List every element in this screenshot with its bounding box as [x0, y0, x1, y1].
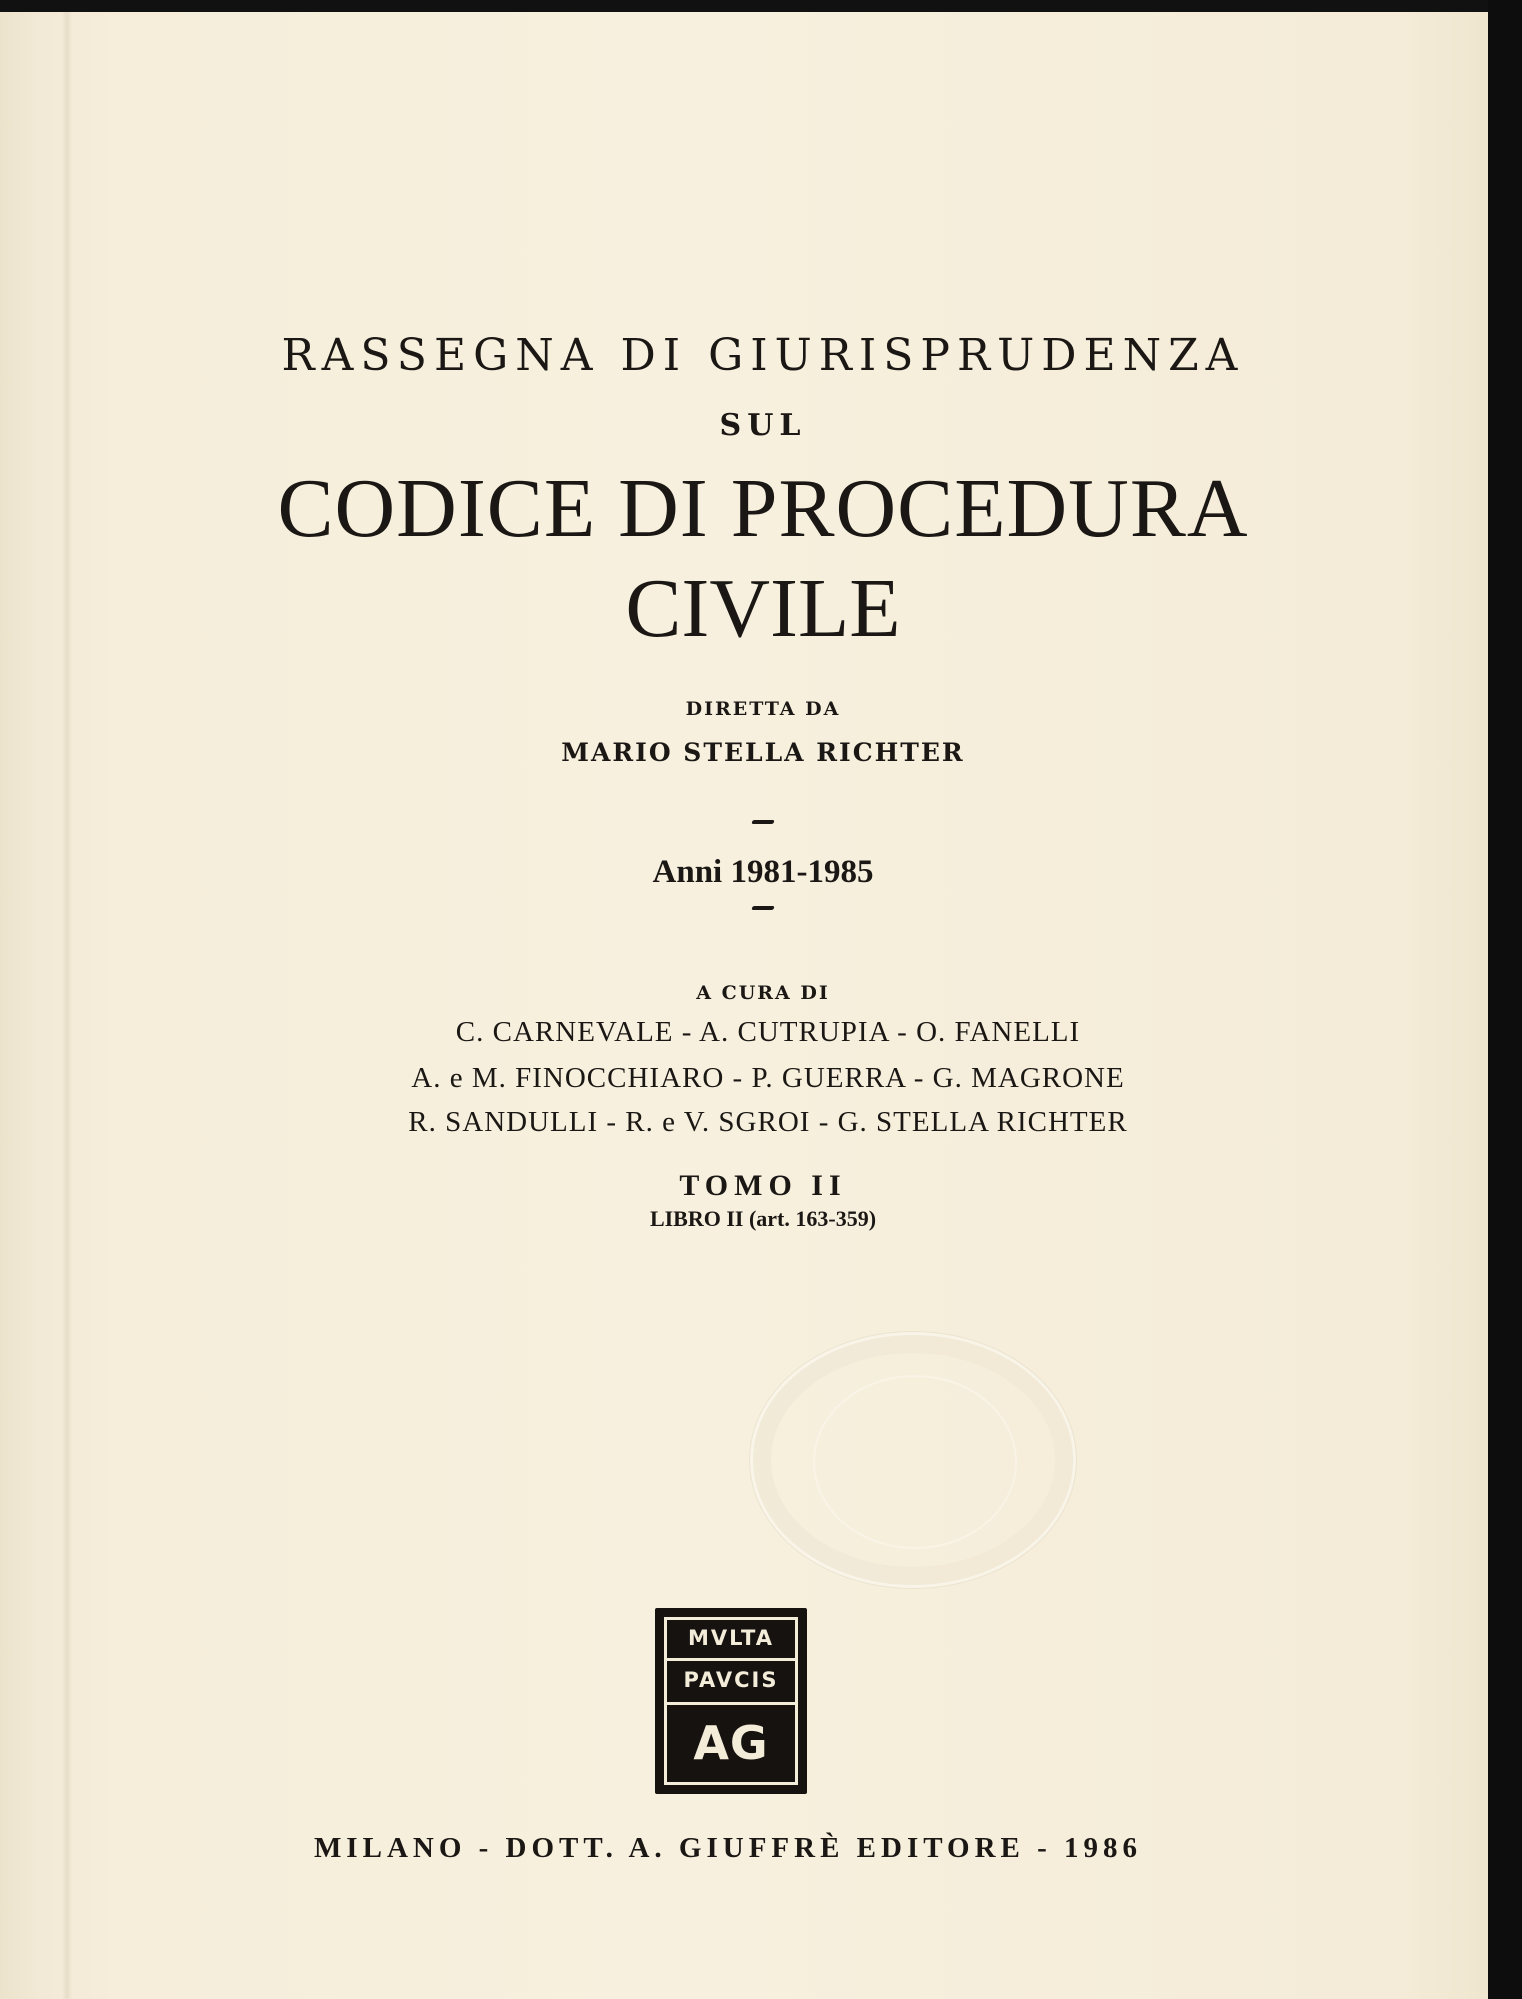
divider-dash-top	[751, 820, 774, 824]
editors-line-2: A. e M. FINOCCHIARO - P. GUERRA - G. MAGRONE	[411, 1062, 1125, 1094]
title-page	[0, 12, 1488, 1999]
series-title: RASSEGNA DI GIURISPRUDENZA	[281, 330, 1245, 381]
volume-label: TOMO II	[679, 1169, 847, 1202]
book-label: LIBRO II (art. 163-359)	[649, 1206, 877, 1231]
embossed-seal-inner	[813, 1375, 1017, 1549]
years-range: Anni 1981-1985	[652, 854, 874, 890]
scan-right-edge	[1488, 0, 1522, 1999]
logo-divider-2	[667, 1702, 795, 1705]
logo-text-multa: MVLTA	[687, 1626, 774, 1650]
directed-by-label: DIRETTA DA	[685, 698, 841, 720]
embossed-seal	[750, 1332, 1076, 1588]
logo-monogram: AG	[693, 1716, 769, 1770]
logo-divider-1	[667, 1658, 795, 1661]
director-name: MARIO STELLA RICHTER	[561, 738, 965, 767]
publisher-logo	[655, 1608, 807, 1794]
publisher-logo-frame	[664, 1617, 798, 1785]
binding-gutter	[62, 12, 72, 1999]
editors-line-3: R. SANDULLI - R. e V. SGROI - G. STELLA RICHTER	[408, 1106, 1128, 1138]
edited-by-label: A CURA DI	[696, 982, 830, 1004]
divider-dash-bottom	[751, 906, 774, 910]
editors-line-1: C. CARNEVALE - A. CUTRUPIA - O. FANELLI	[455, 1016, 1081, 1048]
publisher-imprint: MILANO - DOTT. A. GIUFFRÈ EDITORE - 1986	[313, 1832, 1143, 1864]
main-title-line-1: CODICE DI PROCEDURA	[277, 462, 1249, 555]
main-title-line-2: CIVILE	[625, 562, 901, 655]
logo-text-paucis: PAVCIS	[683, 1668, 779, 1692]
title-connector: SUL	[719, 408, 807, 443]
